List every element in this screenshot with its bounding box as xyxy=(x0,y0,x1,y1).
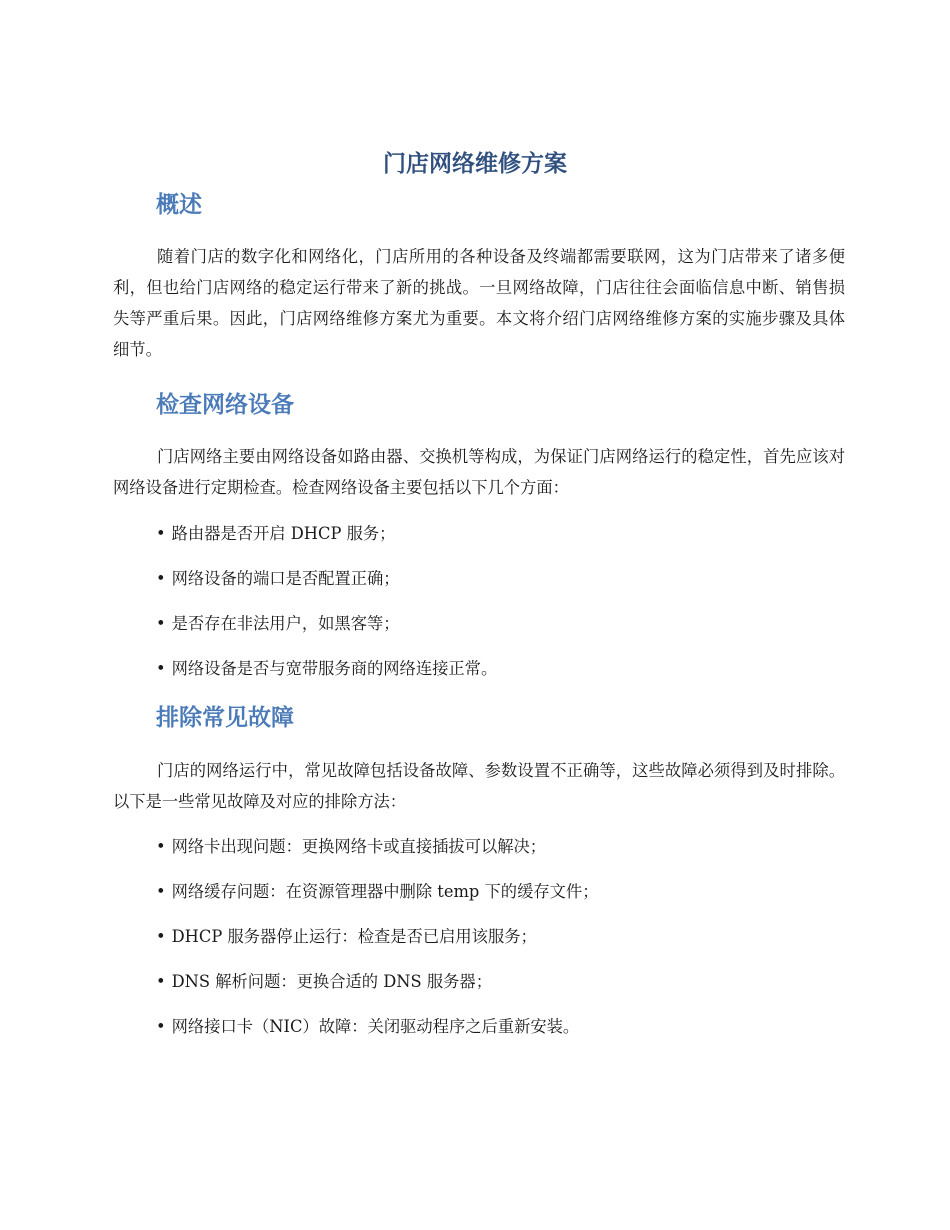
bullet-icon: • xyxy=(156,972,166,991)
list-item xyxy=(156,923,537,951)
section-paragraph-troubleshooting: 门店的网络运行中，常见故障包括设备故障、参数设置不正确等，这些故障必须得到及时排除。以下是一些常见故障及对应的排除方法： xyxy=(113,761,845,811)
list-item-text: 网络设备是否与宽带服务商的网络连接正常。 xyxy=(171,659,498,678)
list-item xyxy=(156,833,546,861)
bullet-icon: • xyxy=(156,614,166,633)
list-item xyxy=(156,610,400,638)
list-item-text: 路由器是否开启 DHCP 服务； xyxy=(171,524,396,543)
list-item-text: 网络缓存问题：在资源管理器中删除 temp 下的缓存文件； xyxy=(171,882,599,901)
list-item-text: 网络卡出现问题：更换网络卡或直接插拔可以解决； xyxy=(171,837,547,856)
section-paragraph-overview: 随着门店的数字化和网络化，门店所用的各种设备及终端都需要联网，这为门店带来了诸多便利，但也给门店网络的稳定运行带来了新的挑战。一旦网络故障，门店往往会面临信息中断、销售损失等严重后果。因此，门店网络维修方案尤为重要。本文将介绍门店网络维修方案的实施步骤及具体细节。 xyxy=(113,247,845,359)
section-heading-check-devices: 检查网络设备 xyxy=(156,392,294,418)
bullet-icon: • xyxy=(156,659,166,678)
bullet-icon: • xyxy=(156,1017,166,1036)
bullet-icon: • xyxy=(156,882,166,901)
list-item-text: 网络接口卡（NIC）故障：关闭驱动程序之后重新安装。 xyxy=(171,1017,580,1036)
list-item xyxy=(156,565,400,593)
list-item xyxy=(156,878,598,906)
section-paragraph-check-devices: 门店网络主要由网络设备如路由器、交换机等构成，为保证门店网络运行的稳定性，首先应该对网络设备进行定期检查。检查网络设备主要包括以下几个方面： xyxy=(113,447,845,497)
list-item-text: 是否存在非法用户，如黑客等； xyxy=(171,614,400,633)
list-item xyxy=(156,655,497,683)
list-item xyxy=(156,968,492,996)
section-heading-troubleshooting: 排除常见故障 xyxy=(156,705,294,731)
list-item-text: DNS 解析问题：更换合适的 DNS 服务器； xyxy=(171,972,492,991)
section-heading-overview: 概述 xyxy=(156,192,202,218)
list-item xyxy=(156,520,395,548)
bullet-icon: • xyxy=(156,524,166,543)
bullet-icon: • xyxy=(156,927,166,946)
bullet-icon: • xyxy=(156,569,166,588)
bullet-icon: • xyxy=(156,837,166,856)
list-item xyxy=(156,1013,579,1041)
list-item-text: 网络设备的端口是否配置正确； xyxy=(171,569,400,588)
list-item-text: DHCP 服务器停止运行：检查是否已启用该服务； xyxy=(171,927,537,946)
document-title: 门店网络维修方案 xyxy=(383,151,567,177)
